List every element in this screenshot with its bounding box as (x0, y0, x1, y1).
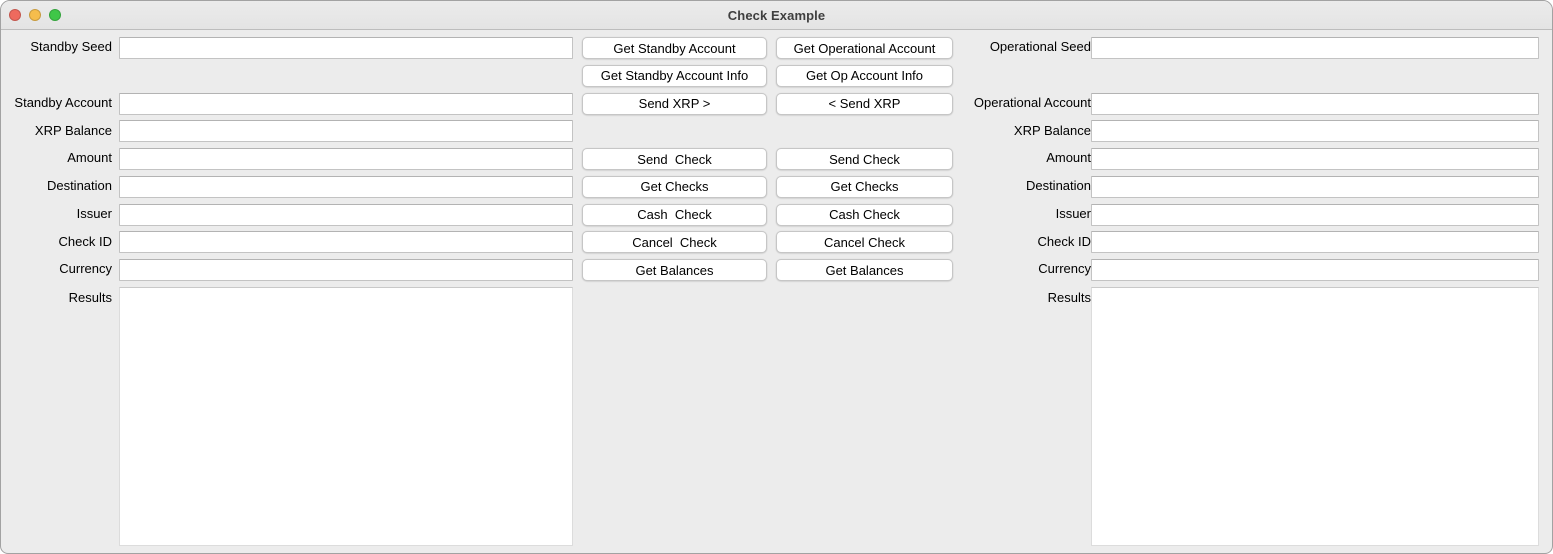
get-op-account-info-button[interactable]: Get Op Account Info (776, 65, 953, 87)
standby-check-id-label: Check ID (58, 233, 112, 249)
standby-seed-input[interactable] (119, 37, 573, 59)
empty-cell (112, 59, 578, 87)
operational-xrp-balance-label: XRP Balance (1013, 122, 1091, 138)
operational-account-field-cell (1091, 87, 1552, 115)
get-operational-account-button[interactable]: Get Operational Account (776, 37, 953, 59)
operational-check-id-field-cell (1091, 225, 1552, 253)
button-cell (776, 87, 962, 115)
standby-issuer-label: Issuer (76, 205, 112, 221)
button-cell (578, 142, 776, 170)
get-balances-operational-button[interactable]: Get Balances (776, 259, 953, 281)
standby-xrp-balance-label: XRP Balance (34, 122, 112, 138)
standby-seed-field-cell (112, 31, 578, 59)
standby-issuer-field-cell (112, 198, 578, 226)
operational-issuer-field-cell (1091, 198, 1552, 226)
empty-cell (776, 281, 962, 553)
button-cell (578, 198, 776, 226)
standby-destination-field-cell (112, 170, 578, 198)
standby-account-input[interactable] (119, 93, 573, 115)
close-button[interactable] (9, 9, 21, 21)
standby-check-id-input[interactable] (119, 231, 573, 253)
cash-check-operational-button[interactable]: Cash Check (776, 204, 953, 226)
minimize-button[interactable] (29, 9, 41, 21)
send-check-operational-button[interactable]: Send Check (776, 148, 953, 170)
button-cell (776, 142, 962, 170)
operational-amount-field-cell (1091, 142, 1552, 170)
standby-amount-input[interactable] (119, 148, 573, 170)
standby-results-textarea[interactable] (119, 287, 573, 546)
button-cell (776, 253, 962, 281)
standby-destination-label: Destination (46, 178, 112, 194)
standby-xrp-balance-input[interactable] (119, 120, 573, 142)
button-cell (776, 59, 962, 87)
operational-issuer-input[interactable] (1091, 204, 1539, 226)
standby-issuer-input[interactable] (119, 204, 573, 226)
get-standby-account-info-button[interactable]: Get Standby Account Info (582, 65, 767, 87)
standby-amount-label: Amount (67, 150, 112, 166)
standby-destination-input[interactable] (119, 176, 573, 198)
zoom-button[interactable] (49, 9, 61, 21)
empty-cell (1, 59, 112, 87)
send-check-standby-button[interactable]: Send Check (582, 148, 767, 170)
operational-check-id-input[interactable] (1091, 231, 1539, 253)
operational-check-id-label: Check ID (1037, 233, 1091, 249)
cancel-check-operational-button[interactable]: Cancel Check (776, 231, 953, 253)
operational-destination-label: Destination (1025, 178, 1091, 194)
get-standby-account-button[interactable]: Get Standby Account (582, 37, 767, 59)
operational-results-label: Results (1047, 289, 1091, 305)
main-content (1, 31, 1552, 553)
empty-cell (776, 114, 962, 142)
standby-account-label: Standby Account (14, 94, 112, 110)
standby-currency-field-cell (112, 253, 578, 281)
window-title: Check Example (727, 7, 826, 23)
cash-check-standby-button[interactable]: Cash Check (582, 204, 767, 226)
send-xrp-to-standby-button[interactable]: < Send XRP (776, 93, 953, 115)
operational-seed-input[interactable] (1091, 37, 1539, 59)
operational-seed-field-cell (1091, 31, 1552, 59)
send-xrp-to-operational-button[interactable]: Send XRP > (582, 93, 767, 115)
operational-destination-input[interactable] (1091, 176, 1539, 198)
standby-results-label: Results (68, 289, 112, 305)
empty-cell (1091, 59, 1552, 87)
operational-seed-label: Operational Seed (989, 39, 1091, 55)
standby-currency-input[interactable] (119, 259, 573, 281)
button-cell (578, 59, 776, 87)
button-cell (578, 225, 776, 253)
operational-results-textarea[interactable] (1091, 287, 1539, 546)
cancel-check-standby-button[interactable]: Cancel Check (582, 231, 767, 253)
standby-currency-label: Currency (59, 261, 112, 277)
button-cell (776, 198, 962, 226)
operational-amount-input[interactable] (1091, 148, 1539, 170)
button-cell (578, 170, 776, 198)
button-cell (578, 87, 776, 115)
empty-cell (578, 281, 776, 553)
operational-results-cell (1091, 281, 1552, 553)
get-balances-standby-button[interactable]: Get Balances (582, 259, 767, 281)
button-cell (776, 31, 962, 59)
button-cell (578, 253, 776, 281)
operational-account-label: Operational Account (973, 94, 1091, 110)
operational-currency-input[interactable] (1091, 259, 1539, 281)
empty-cell (578, 114, 776, 142)
operational-destination-field-cell (1091, 170, 1552, 198)
operational-account-input[interactable] (1091, 93, 1539, 115)
standby-results-cell (112, 281, 578, 553)
titlebar (1, 1, 1552, 30)
standby-xrp-balance-field-cell (112, 114, 578, 142)
button-cell (776, 225, 962, 253)
get-checks-operational-button[interactable]: Get Checks (776, 176, 953, 198)
standby-amount-field-cell (112, 142, 578, 170)
button-cell (776, 170, 962, 198)
standby-seed-label: Standby Seed (30, 39, 112, 55)
standby-account-field-cell (112, 87, 578, 115)
operational-currency-field-cell (1091, 253, 1552, 281)
operational-issuer-label: Issuer (1055, 205, 1091, 221)
operational-amount-label: Amount (1046, 150, 1091, 166)
empty-cell (962, 59, 1091, 87)
operational-xrp-balance-input[interactable] (1091, 120, 1539, 142)
button-cell (578, 31, 776, 59)
get-checks-standby-button[interactable]: Get Checks (582, 176, 767, 198)
standby-check-id-field-cell (112, 225, 578, 253)
operational-xrp-balance-field-cell (1091, 114, 1552, 142)
window-controls (9, 1, 61, 29)
operational-currency-label: Currency (1038, 261, 1091, 277)
